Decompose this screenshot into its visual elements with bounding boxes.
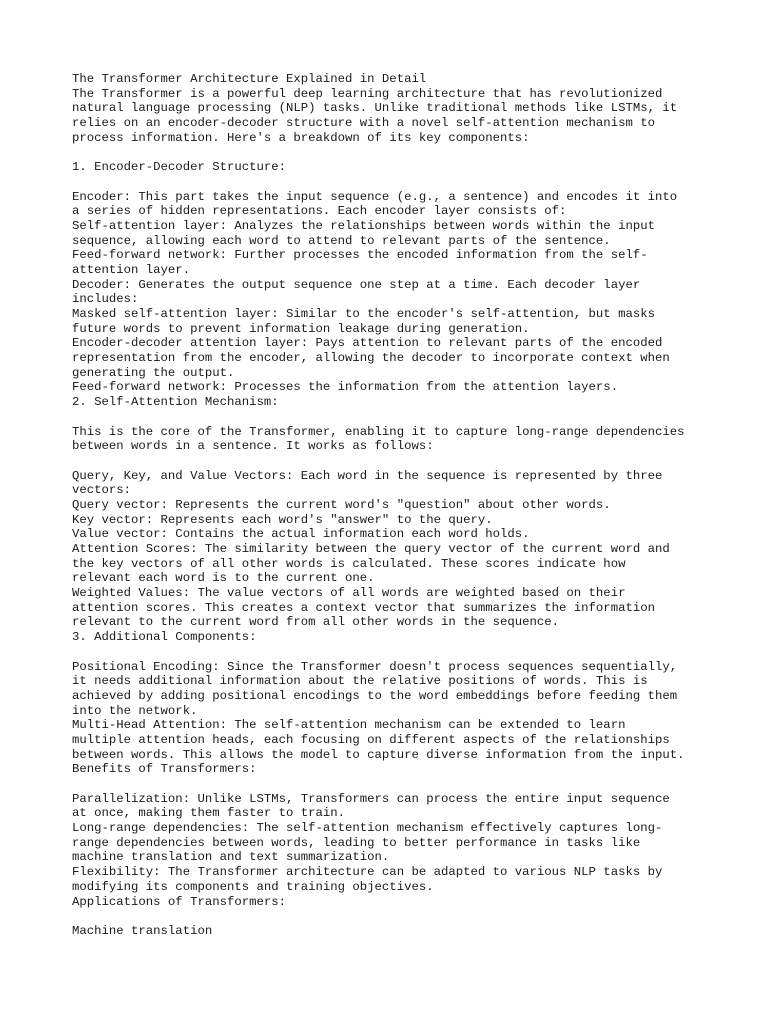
text-line xyxy=(72,909,712,924)
text-line: representation from the encoder, allowing the decoder to incorporate context when xyxy=(72,351,670,366)
text-line: Machine translation xyxy=(72,923,213,938)
text-line: includes: xyxy=(72,292,139,307)
text-line: Feed-forward network: Further processes the encoded information from the self- xyxy=(72,248,648,263)
text-line: generating the output. xyxy=(72,365,235,380)
document-page xyxy=(72,72,712,939)
text-line: Query vector: Represents the current word's "question" about other words. xyxy=(72,497,611,512)
text-line: process information. Here's a breakdown of its key components: xyxy=(72,130,530,145)
text-line: Benefits of Transformers: xyxy=(72,762,257,777)
text-line: Applications of Transformers: xyxy=(72,894,287,909)
text-line: sequence, allowing each word to attend to relevant parts of the sentence. xyxy=(72,233,611,248)
text-line: Key vector: Represents each word's "answer" to the query. xyxy=(72,512,493,527)
text-line: The Transformer is a powerful deep learning architecture that has revolutionized xyxy=(72,86,663,101)
text-line: Flexibility: The Transformer architecture can be adapted to various NLP tasks by xyxy=(72,865,663,880)
text-line: vectors: xyxy=(72,483,132,498)
text-line xyxy=(72,645,712,660)
text-line: Multi-Head Attention: The self-attention mechanism can be extended to learn xyxy=(72,718,626,733)
text-line: modifying its components and training objectives. xyxy=(72,879,434,894)
text-line: it needs additional information about the relative positions of words. This is xyxy=(72,674,648,689)
text-line: attention scores. This creates a context vector that summarizes the information xyxy=(72,600,655,615)
text-line: relies on an encoder-decoder structure with a novel self-attention mechanism to xyxy=(72,116,655,131)
text-line: Positional Encoding: Since the Transformer doesn't process sequences sequentially, xyxy=(72,659,678,674)
text-line xyxy=(72,145,712,160)
text-line: Encoder: This part takes the input sequence (e.g., a sentence) and encodes it into xyxy=(72,189,678,204)
text-line: a series of hidden representations. Each encoder layer consists of: xyxy=(72,204,567,219)
text-line: Value vector: Contains the actual information each word holds. xyxy=(72,527,530,542)
text-line: Self-attention layer: Analyzes the relationships between words within the input xyxy=(72,218,655,233)
text-line: into the network. xyxy=(72,703,198,718)
text-line: machine translation and text summarization. xyxy=(72,850,390,865)
text-line: Parallelization: Unlike LSTMs, Transformers can process the entire input sequence xyxy=(72,791,670,806)
text-line: natural language processing (NLP) tasks. Unlike traditional methods like LSTMs, it xyxy=(72,101,678,116)
text-line: Query, Key, and Value Vectors: Each word in the sequence is represented by three xyxy=(72,468,663,483)
document-body xyxy=(72,72,712,939)
text-line: Feed-forward network: Processes the information from the attention layers. xyxy=(72,380,619,395)
text-line: range dependencies between words, leading to better performance in tasks like xyxy=(72,835,641,850)
text-line: 3. Additional Components: xyxy=(72,630,257,645)
text-line xyxy=(72,454,712,469)
text-line: Masked self-attention layer: Similar to the encoder's self-attention, but masks xyxy=(72,307,655,321)
text-line: Long-range dependencies: The self-attention mechanism effectively captures long- xyxy=(72,821,663,836)
text-line: 1. Encoder-Decoder Structure: xyxy=(72,160,287,175)
text-line: relevant each word is to the current one. xyxy=(72,571,375,586)
text-line: Weighted Values: The value vectors of all words are weighted based on their xyxy=(72,586,626,601)
text-line: between words. This allows the model to capture diverse information from the input. xyxy=(72,747,685,762)
text-line: Attention Scores: The similarity between the query vector of the current word and xyxy=(72,542,670,556)
text-line: 2. Self-Attention Mechanism: xyxy=(72,395,279,410)
document-title: The Transformer Architecture Explained in Detail xyxy=(72,72,427,86)
text-line xyxy=(72,777,712,792)
text-line: future words to prevent information leakage during generation. xyxy=(72,321,530,336)
text-line xyxy=(72,410,712,425)
text-line: This is the core of the Transformer, enabling it to capture long-range dependencies xyxy=(72,424,685,439)
text-line: relevant to the current word from all other words in the sequence. xyxy=(72,615,560,630)
text-line: between words in a sentence. It works as follows: xyxy=(72,439,434,454)
text-line: achieved by adding positional encodings to the word embeddings before feeding them xyxy=(72,688,678,703)
text-line: multiple attention heads, each focusing on different aspects of the relationships xyxy=(72,732,670,747)
text-line: at once, making them faster to train. xyxy=(72,806,346,821)
text-line: Encoder-decoder attention layer: Pays attention to relevant parts of the encoded xyxy=(72,336,663,351)
text-line: the key vectors of all other words is calculated. These scores indicate how xyxy=(72,556,626,571)
text-line: Decoder: Generates the output sequence one step at a time. Each decoder layer xyxy=(72,277,641,292)
text-line xyxy=(72,175,712,190)
text-line: attention layer. xyxy=(72,262,191,277)
